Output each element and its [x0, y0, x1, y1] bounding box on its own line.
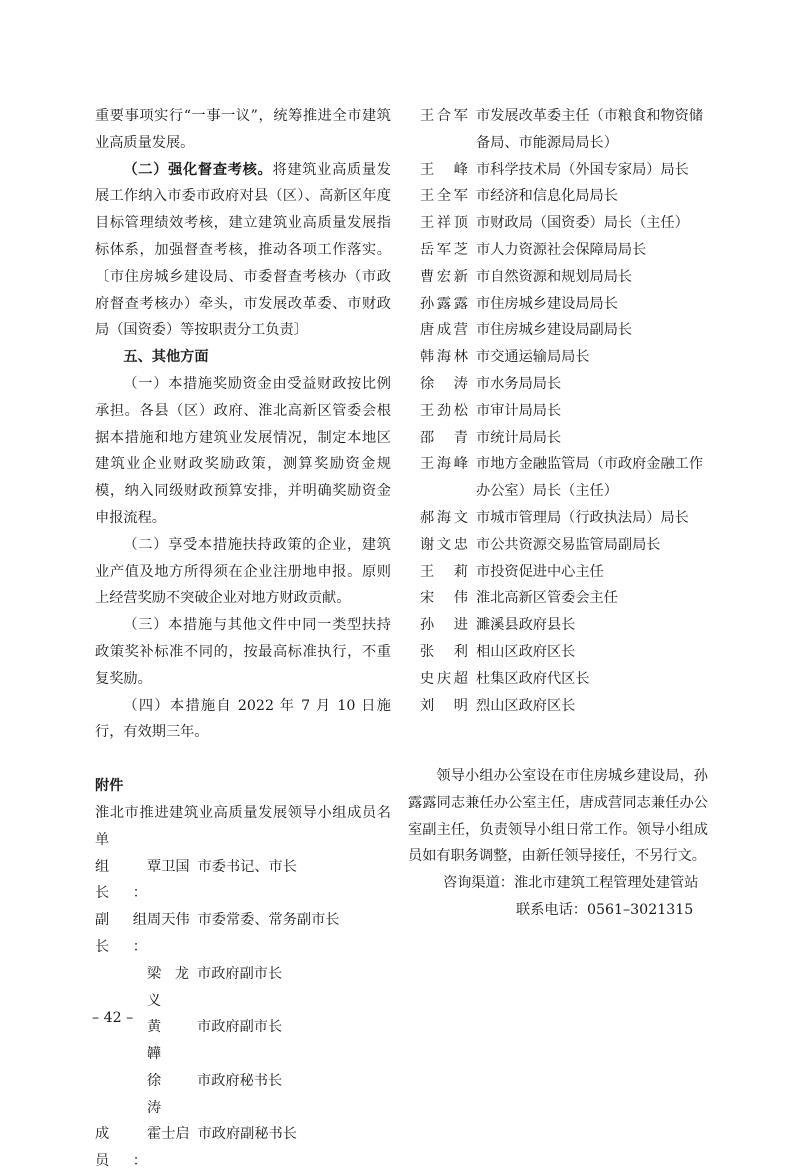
left-column: [95, 103, 391, 1175]
leader-label: 组 长：: [95, 858, 147, 902]
member-post: 市科学技术局（外国专家局）局长: [476, 161, 689, 178]
deputy-row: [95, 1014, 391, 1068]
other-item-2: （二）享受本措施扶持政策的企业，建筑业产值及地方所得须在企业注册地申报。原则上经营奖励不突破企业对地方财政贡献。: [95, 536, 391, 607]
member-name: 郝海文: [420, 509, 468, 526]
member-post: 市地方金融监管局（市政府金融工作办公室）局长（主任）: [476, 456, 704, 500]
contact-phone: 联系电话：0561–3021315: [516, 901, 694, 918]
member-post: 市经济和信息化局局长: [476, 188, 618, 205]
member-row: [420, 505, 710, 532]
deputy-row: [95, 961, 391, 1015]
member-row: [420, 425, 710, 452]
deputy-post: 市政府副市长: [197, 965, 283, 982]
member-name: 岳军芝: [420, 241, 468, 258]
member-name: 邵 青: [420, 429, 468, 446]
contact-channel: 咨询渠道：淮北市建筑工程管理处建管站: [443, 875, 699, 892]
spacer: [95, 746, 391, 773]
other-item-3: （三）本措施与其他文件中同一类型扶持政策奖补标准不同的，按最高标准执行，不重复奖励。: [95, 617, 391, 687]
deputy-row: [95, 907, 391, 961]
member-name: 王祥顶: [420, 215, 468, 232]
item-supervision-title: （二）强化督查考核。: [123, 161, 273, 178]
leader-post: 市委书记、市长: [197, 858, 297, 875]
leader-row: [95, 854, 391, 908]
member-row: [420, 157, 710, 184]
member-post: 市交通运输局局长: [476, 349, 590, 366]
member-row: [420, 344, 710, 371]
office-note: 领导小组办公室设在市住房城乡建设局，孙露露同志兼任办公室主任，唐成营同志兼任办公室副主任，负责领导小组日常工作。领导小组成员如有职务调整，由新任领导接任，不另行文。: [408, 768, 708, 865]
member-post: 濉溪县政府县长: [476, 617, 576, 634]
section-heading-other: 五、其他方面: [123, 349, 209, 366]
member-post: 市人力资源社会保障局局长: [476, 241, 647, 258]
member-name: 唐成营: [420, 322, 468, 339]
member-name: 王 莉: [420, 563, 468, 580]
member-post: 淮北高新区管委会主任: [476, 590, 618, 607]
member-name: 刘 明: [420, 697, 468, 714]
member-row: [420, 559, 710, 586]
member-name: 王劲松: [420, 402, 468, 419]
member-post: 市财政局（国资委）局长（主任）: [476, 215, 689, 232]
member-post: 市统计局局长: [476, 429, 562, 446]
member-name: 王海峰: [420, 456, 468, 473]
other-item-4: （四）本措施自 2022 年 7 月 10 日施行，有效期三年。: [95, 697, 391, 741]
deputy-name: 黄 韡: [147, 1019, 176, 1063]
deputy-row: [95, 1068, 391, 1122]
member-post: 相山区政府区长: [476, 643, 576, 660]
attachment-title: 淮北市推进建筑业高质量发展领导小组成员名单: [95, 804, 391, 848]
member-label: 成 员：: [95, 1126, 147, 1170]
deputy-label: 副组长：: [95, 912, 147, 955]
deputy-name: 徐 涛: [147, 1072, 176, 1116]
member-row: [420, 639, 710, 666]
member-post: 杜集区政府代区长: [476, 670, 590, 687]
member-name: 孙露露: [420, 295, 468, 312]
member-name: 张 利: [420, 643, 468, 660]
page-number: – 42 –: [92, 1010, 134, 1026]
member-row: [420, 103, 710, 157]
member-row: [420, 693, 710, 720]
member-post: 市住房城乡建设局局长: [476, 295, 618, 312]
member-name: 王全军: [420, 188, 468, 205]
member-row: [420, 451, 710, 505]
deputy-name: 周天伟: [147, 912, 190, 929]
deputy-name: 梁龙义: [147, 965, 189, 1009]
member-post: 市投资促进中心主任: [476, 563, 604, 580]
item-supervision-body: 将建筑业高质量发展工作纳入市委市政府对县（区）、高新区年度目标管理绩效考核，建立建筑业高质量发展指标体系，加强督查考核，推动各项工作落实。〔市住房城乡建设局、市委督查考核办（市政府督查考核办）牵头，市发展改革委、市财政局（国资委）等按职责分工负责〕: [95, 161, 391, 339]
member-row: [420, 264, 710, 291]
member-name: 史庆超: [420, 670, 468, 687]
member-post: 市公共资源交易监管局副局长: [476, 536, 661, 553]
member-name: 徐 涛: [420, 375, 468, 392]
member-row: [420, 317, 710, 344]
member-name: 韩海林: [420, 349, 468, 366]
member-row: [420, 183, 710, 210]
other-item-1: （一）本措施奖励资金由受益财政按比例承担。各县（区）政府、淮北高新区管委会根据本措施和地方建筑业发展情况，制定本地区建筑业企业财政奖励政策，测算奖励资金规模，纳入同级财政预算安排，并明确奖励资金申报流程。: [95, 375, 391, 526]
member-post: 市自然资源和规划局局长: [476, 268, 633, 285]
member-row: [95, 1121, 391, 1175]
item-supervision: [95, 157, 391, 345]
member-row: [420, 398, 710, 425]
member-row: [420, 532, 710, 559]
member-name: 霍士启: [147, 1126, 190, 1143]
member-row: [420, 666, 710, 693]
attachment-label: 附件: [95, 778, 124, 795]
member-row: [420, 371, 710, 398]
right-column: [420, 103, 710, 719]
member-name: 曹宏新: [420, 268, 468, 285]
member-post: 市城市管理局（行政执法局）局长: [476, 509, 689, 526]
member-post: 市水务局局长: [476, 375, 562, 392]
member-name: 宋 伟: [420, 590, 468, 607]
deputy-post: 市政府秘书长: [197, 1072, 283, 1089]
member-name: 孙 进: [420, 617, 468, 634]
member-post: 市发展改革委主任（市粮食和物资储备局、市能源局局长）: [476, 108, 704, 151]
deputy-post: 市政府副市长: [197, 1019, 283, 1036]
member-post: 市政府副秘书长: [197, 1126, 297, 1143]
member-row: [420, 612, 710, 639]
leader-name: 覃卫国: [147, 858, 190, 875]
member-name: 谢文忠: [420, 536, 468, 553]
member-post: 烈山区政府区长: [476, 697, 576, 714]
member-row: [420, 291, 710, 318]
deputy-post: 市委常委、常务副市长: [197, 912, 340, 929]
office-note-block: [408, 763, 708, 924]
member-post: 市审计局局长: [476, 402, 562, 419]
member-name: 王合军: [420, 108, 468, 124]
member-row: [420, 210, 710, 237]
member-post: 市住房城乡建设局副局长: [476, 322, 633, 339]
member-row: [420, 585, 710, 612]
member-name: 王 峰: [420, 161, 468, 178]
member-row: [420, 237, 710, 264]
paragraph-continuation: 重要事项实行“一事一议”，统筹推进全市建筑业高质量发展。: [95, 108, 391, 151]
